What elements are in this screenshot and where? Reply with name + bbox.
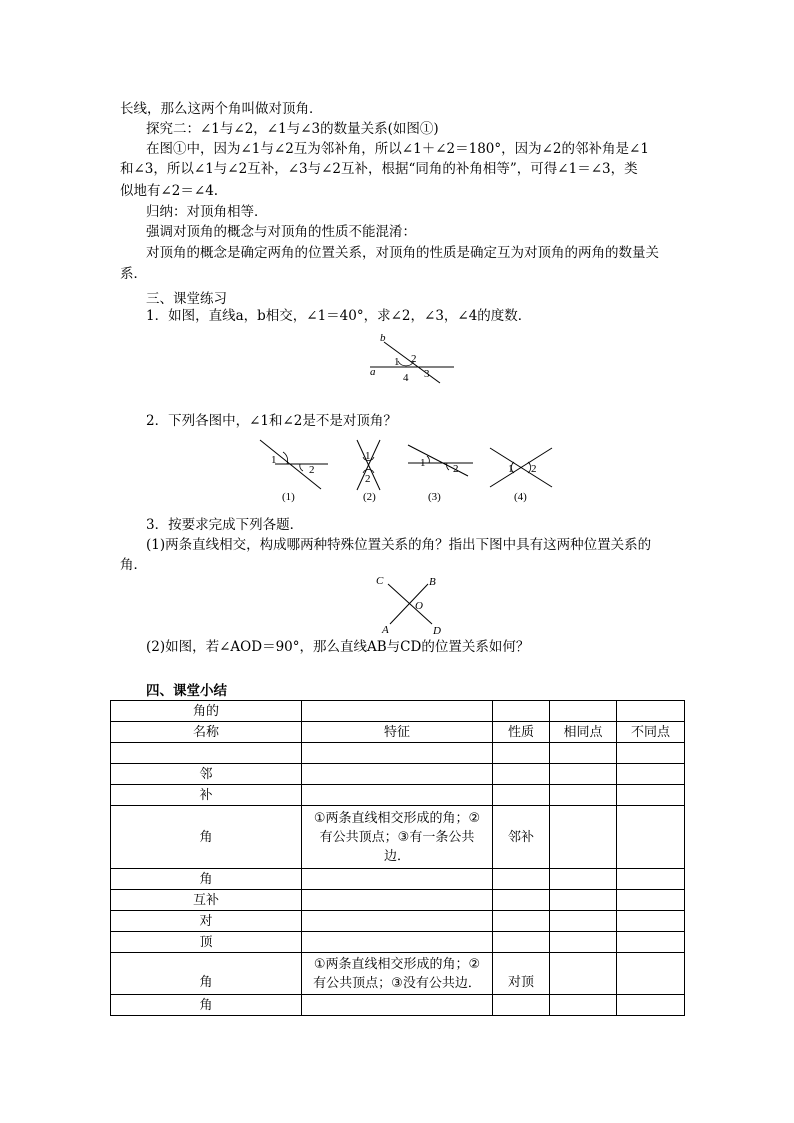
text-line-3: 在图①中，因为∠1与∠2互为邻补角，所以∠1＋∠2＝180°，因为∠2的邻补角是∠1 — [146, 141, 649, 157]
label-B: B — [429, 576, 436, 588]
label-1: 1 — [271, 454, 277, 466]
table-cell-feature: ①两条直线相交形成的角；② 有公共顶点；③有一条公共 边． — [302, 806, 493, 869]
label-C: C — [376, 575, 384, 587]
table-header-feature: 特征 — [302, 722, 493, 743]
label-b: b — [380, 332, 386, 344]
question-1: 1．如图，直线a，b相交，∠1＝40°，求∠2，∠3，∠4的度数． — [146, 308, 532, 324]
table-row — [111, 785, 685, 806]
question-3-part-1-line-1: (1)两条直线相交，构成哪两种特殊位置关系的角？指出下图中具有这两种位置关系的 — [146, 537, 652, 553]
caption-4: (4) — [514, 491, 527, 503]
label-O: O — [415, 600, 423, 612]
table-cell: 角 — [111, 806, 302, 869]
label-A: A — [382, 624, 389, 636]
text-line-9: 系． — [120, 266, 147, 282]
question-3: 3．按要求完成下列各题． — [146, 517, 304, 533]
label-1: 1 — [365, 450, 371, 462]
label-2: 2 — [309, 464, 315, 476]
label-D: D — [433, 625, 441, 637]
figure-q2-3 — [408, 445, 473, 503]
table-header-property: 性质 — [493, 722, 550, 743]
table-cell: 角的 — [111, 701, 302, 722]
table-cell-property: 邻补 — [493, 806, 550, 869]
figure-q2-1 — [260, 440, 328, 503]
label-1: 1 — [508, 463, 514, 475]
table-cell: 角 — [111, 953, 302, 995]
text-line-8: 对顶角的概念是确定两角的位置关系，对顶角的性质是确定互为对顶角的两角的数量关 — [146, 245, 659, 261]
table-row — [111, 743, 685, 764]
section-4-heading: 四、课堂小结 — [146, 683, 227, 699]
table-row — [111, 806, 685, 869]
label-3: 3 — [424, 368, 430, 380]
table-cell: 对 — [111, 911, 302, 932]
table-row — [111, 869, 685, 890]
table-row — [111, 722, 685, 743]
text-line-5: 似地有∠2＝∠4. — [120, 183, 219, 199]
table-row — [111, 764, 685, 785]
table-row — [111, 953, 685, 995]
table-row — [111, 932, 685, 953]
table-cell: 互补 — [111, 890, 302, 911]
question-3-part-1-line-2: 角． — [120, 557, 147, 573]
figure-q2-4 — [490, 448, 552, 503]
caption-3: (3) — [428, 491, 441, 503]
table-row — [111, 701, 685, 722]
label-a: a — [370, 366, 376, 378]
figure-q2 — [255, 435, 565, 507]
figure-q2-2 — [357, 440, 380, 503]
summary-table — [110, 700, 685, 1016]
label-2: 2 — [365, 473, 371, 485]
table-cell-property: 对顶 — [493, 953, 550, 995]
table-cell-feature: ①两条直线相交形成的角；② 有公共顶点；③没有公共边． — [302, 953, 493, 995]
figure-q1 — [360, 330, 460, 386]
table-header-same: 相同点 — [550, 722, 617, 743]
text-line-summary: 归纳：对顶角相等． — [146, 204, 268, 220]
question-2: 2．下列各图中，∠1和∠2是不是对顶角？ — [146, 413, 397, 429]
text-line-explore2: 探究二：∠1与∠2，∠1与∠3的数量关系(如图①) — [146, 121, 439, 137]
table-cell: 名称 — [111, 722, 302, 743]
table-row — [111, 911, 685, 932]
table-cell: 顶 — [111, 932, 302, 953]
label-2: 2 — [411, 353, 417, 365]
line-CD — [388, 584, 432, 624]
label-1: 1 — [420, 457, 426, 469]
label-2: 2 — [453, 463, 459, 475]
table-cell: 角 — [111, 995, 302, 1016]
section-3-heading: 三、课堂练习 — [146, 291, 227, 307]
figure-q3 — [370, 572, 450, 636]
table-row — [111, 890, 685, 911]
text-line-7: 强调对顶角的概念与对顶角的性质不能混淆： — [146, 224, 416, 240]
table-cell: 补 — [111, 785, 302, 806]
table-row — [111, 995, 685, 1016]
label-1: 1 — [394, 356, 400, 368]
table-header-diff: 不同点 — [617, 722, 685, 743]
caption-1: (1) — [282, 491, 295, 503]
caption-2: (2) — [363, 491, 376, 503]
label-2: 2 — [531, 463, 537, 475]
table-cell: 邻 — [111, 764, 302, 785]
question-3-part-2: (2)如图，若∠AOD＝90°，那么直线AB与CD的位置关系如何？ — [146, 639, 530, 655]
table-cell: 角 — [111, 869, 302, 890]
label-4: 4 — [403, 372, 409, 384]
text-line-4: 和∠3，所以∠1与∠2互补，∠3与∠2互补，根据“同角的补角相等”，可得∠1＝∠3，类 — [120, 161, 638, 177]
text-line-1: 长线，那么这两个角叫做对顶角． — [120, 101, 323, 117]
